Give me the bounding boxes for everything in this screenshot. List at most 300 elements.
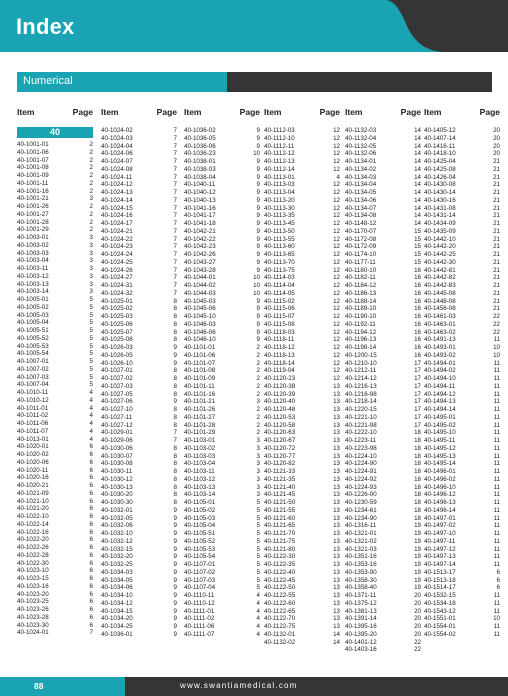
page-number: 22 <box>493 313 500 320</box>
index-row <box>101 623 177 631</box>
item-number: 40-1003-03 <box>17 249 49 257</box>
index-row <box>264 143 340 151</box>
page-number: 9 <box>256 235 260 243</box>
item-number: 40-1113-35 <box>264 212 295 220</box>
item-number: 40-1020-02 <box>17 451 49 458</box>
page-number: 13 <box>333 568 340 576</box>
page-number: 3 <box>256 460 260 468</box>
index-row <box>345 127 421 135</box>
page-number: 9 <box>173 359 177 367</box>
item-number: 40-1121-55 <box>264 506 296 514</box>
index-row <box>345 150 421 158</box>
page-number: 2 <box>256 344 260 351</box>
index-row <box>345 530 421 538</box>
page-number: 8 <box>173 305 177 313</box>
page-number: 11 <box>493 561 500 568</box>
index-row <box>424 546 500 554</box>
item-number: 40-1024-27 <box>101 274 133 282</box>
page-number: 12 <box>333 227 340 235</box>
index-row <box>264 383 340 391</box>
page-number: 5 <box>256 506 260 514</box>
column-header-item: Item <box>17 107 35 117</box>
index-row <box>345 476 421 484</box>
index-row <box>184 212 260 220</box>
index-row <box>184 305 260 313</box>
index-row <box>101 127 177 135</box>
item-number: 40-1034-12 <box>101 599 133 607</box>
index-row <box>424 375 500 383</box>
item-number: 40-1115-07 <box>264 313 295 320</box>
index-row <box>424 298 500 306</box>
item-number: 40-1497-11 <box>424 537 456 545</box>
item-number: 40-1216-98 <box>345 390 377 398</box>
item-number: 40-1011-02 <box>17 412 49 420</box>
item-number: 40-1003-01 <box>17 234 49 241</box>
item-number: 40-1442-82 <box>424 274 456 282</box>
item-number: 40-1011-07 <box>17 427 49 435</box>
index-row <box>424 267 500 275</box>
page-number: 9 <box>256 305 260 313</box>
item-number: 40-1416-11 <box>424 142 456 150</box>
item-number: 40-1111-06 <box>184 623 215 630</box>
page-number: 4 <box>336 173 340 181</box>
header-decoration <box>385 0 508 52</box>
item-number: 40-1371-11 <box>345 592 377 599</box>
item-number: 40-1495-11 <box>424 437 456 444</box>
item-number: 40-1042-22 <box>184 235 216 243</box>
item-number: 40-1003-14 <box>17 288 49 296</box>
page-number: 7 <box>173 196 177 204</box>
item-number: 40-1132-02 <box>264 638 296 646</box>
column-header-item: Item <box>424 107 442 117</box>
page-number: 12 <box>333 150 340 158</box>
index-row <box>101 158 177 166</box>
page-number: 13 <box>333 382 340 390</box>
index-row <box>345 274 421 282</box>
index-row <box>264 422 340 430</box>
page-number: 5 <box>89 342 93 350</box>
page-number: 9 <box>256 142 260 150</box>
index-row <box>184 267 260 275</box>
index-row <box>17 296 93 304</box>
page-number: 20 <box>414 615 421 623</box>
item-number: 40-1001-09 <box>17 172 49 179</box>
page-number: 12 <box>333 274 340 282</box>
item-number: 40-1134-04 <box>345 181 377 189</box>
page-number: 14 <box>414 142 421 150</box>
page-number: 12 <box>333 204 340 212</box>
page-number: 13 <box>333 413 340 421</box>
page-number: 14 <box>333 630 340 638</box>
item-number: 40-1045-10 <box>184 313 216 320</box>
column-header <box>101 107 177 119</box>
index-row <box>184 375 260 383</box>
page-number: 4 <box>89 435 93 443</box>
item-number: 40-1026-10 <box>101 359 133 367</box>
page-number: 9 <box>256 204 260 212</box>
index-row <box>345 282 421 290</box>
page-number: 8 <box>173 390 177 398</box>
index-row <box>184 174 260 182</box>
index-row <box>264 522 340 530</box>
item-number: 40-1134-02 <box>345 165 377 173</box>
item-number: 40-1121-50 <box>264 499 296 506</box>
item-number: 40-1113-04 <box>264 189 295 196</box>
item-number: 40-1023-30 <box>17 621 49 629</box>
index-row <box>424 313 500 321</box>
item-number: 40-1003-04 <box>17 257 49 265</box>
item-number: 40-1024-03 <box>101 134 133 142</box>
page-number: 21 <box>493 243 500 251</box>
index-row <box>345 515 421 523</box>
index-row <box>184 197 260 205</box>
index-row <box>345 592 421 600</box>
index-row <box>184 135 260 143</box>
item-number: 40-1007-04 <box>17 381 49 389</box>
index-row <box>345 491 421 499</box>
item-number: 40-1132-03 <box>345 127 377 134</box>
page-number: 8 <box>173 367 177 375</box>
index-row <box>264 460 340 468</box>
item-number: 40-1038-03 <box>184 165 216 173</box>
item-number: 40-1220-15 <box>345 406 377 413</box>
item-number: 40-1497-01 <box>424 514 456 522</box>
item-number: 40-1442-81 <box>424 266 456 274</box>
index-row <box>101 484 177 492</box>
item-number: 40-1001-11 <box>17 179 49 187</box>
item-number: 40-1030-30 <box>101 499 133 506</box>
page-number: 11 <box>493 483 500 491</box>
index-row <box>184 383 260 391</box>
item-number: 40-1022-28 <box>17 551 49 559</box>
item-number: 40-1212-11 <box>345 367 377 375</box>
index-row <box>184 561 260 569</box>
page-number: 9 <box>256 127 260 134</box>
page-number: 9 <box>256 328 260 336</box>
item-number: 40-1113-60 <box>264 243 295 251</box>
index-row <box>424 197 500 205</box>
page-number: 6 <box>89 520 93 528</box>
index-row <box>345 445 421 453</box>
page-number: 22 <box>414 638 421 646</box>
index-row <box>264 251 340 259</box>
item-number: 40-1496-10 <box>424 483 456 491</box>
page-number: 11 <box>493 398 500 406</box>
item-number: 40-1045-03 <box>184 297 216 305</box>
index-row <box>101 391 177 399</box>
index-row <box>424 344 500 352</box>
item-number: 40-1121-35 <box>264 475 296 483</box>
page-number: 13 <box>333 506 340 514</box>
page-number: 9 <box>256 212 260 220</box>
index-row <box>17 366 93 374</box>
index-row <box>17 343 93 351</box>
item-number: 40-1172-08 <box>345 235 377 243</box>
page-number: 18 <box>414 506 421 514</box>
page-number: 17 <box>414 406 421 413</box>
item-number: 40-1134-03 <box>345 173 377 181</box>
page-number: 18 <box>414 491 421 499</box>
index-row <box>17 195 93 203</box>
index-row <box>101 205 177 213</box>
item-number: 40-1497-13 <box>424 553 456 561</box>
page-number: 11 <box>493 491 500 499</box>
index-row <box>424 406 500 414</box>
item-number: 40-1027-01 <box>101 367 133 375</box>
index-row <box>17 490 93 498</box>
item-number: 40-1182-11 <box>345 274 376 282</box>
page-number: 21 <box>493 251 500 258</box>
item-number: 40-1115-06 <box>264 305 295 313</box>
item-number: 40-1011-01 <box>17 404 49 412</box>
page-number: 19 <box>414 568 421 576</box>
index-row <box>345 584 421 592</box>
index-row <box>101 592 177 600</box>
index-row <box>345 639 421 647</box>
item-number: 40-1112-10 <box>264 134 295 142</box>
index-row <box>424 398 500 406</box>
page-number: 21 <box>493 181 500 189</box>
item-number: 40-1226-00 <box>345 491 377 499</box>
page-number: 7 <box>173 127 177 134</box>
index-row <box>101 189 177 197</box>
item-number: 40-1034-03 <box>101 568 133 576</box>
page-number: 8 <box>173 483 177 491</box>
page-number: 9 <box>256 220 260 227</box>
page-number: 8 <box>173 499 177 506</box>
page-number: 11 <box>493 607 500 615</box>
item-number: 40-1189-10 <box>345 305 377 313</box>
index-row <box>424 468 500 476</box>
item-number: 40-1114-05 <box>264 289 295 297</box>
item-number: 40-1430-16 <box>424 196 456 204</box>
index-row <box>424 212 500 220</box>
page-number: 6 <box>89 482 93 489</box>
index-row <box>184 367 260 375</box>
item-number: 40-1030-20 <box>101 491 133 499</box>
page-number: 9 <box>173 607 177 615</box>
index-row <box>345 383 421 391</box>
item-number: 40-1122-55 <box>264 592 296 599</box>
section-bar <box>17 72 492 92</box>
page-number: 7 <box>173 258 177 266</box>
page-number: 18 <box>414 468 421 475</box>
item-number: 40-1043-28 <box>184 266 216 274</box>
index-row <box>264 491 340 499</box>
page-number: 9 <box>256 297 260 305</box>
item-number: 40-1186-13 <box>345 289 377 297</box>
item-number: 40-1170-07 <box>345 227 377 235</box>
page-number: 4 <box>89 412 93 420</box>
page-number: 20 <box>414 592 421 599</box>
item-number: 40-1224-93 <box>345 483 377 491</box>
page-number: 16 <box>414 320 421 328</box>
page-number: 5 <box>89 334 93 342</box>
item-number: 40-1224-91 <box>345 468 377 475</box>
page-number: 18 <box>414 514 421 522</box>
index-row <box>345 437 421 445</box>
item-number: 40-1101-21 <box>184 398 216 406</box>
item-number: 40-1024-22 <box>101 235 133 243</box>
index-row <box>101 344 177 352</box>
item-number: 40-1020-01 <box>17 443 49 451</box>
page-number: 3 <box>256 437 260 444</box>
index-row <box>424 429 500 437</box>
item-number: 40-1024-17 <box>101 220 133 227</box>
item-number: 40-1040-12 <box>184 189 216 196</box>
item-number: 40-1115-02 <box>264 297 295 305</box>
item-number: 40-1042-21 <box>184 227 216 235</box>
index-row <box>264 437 340 445</box>
index-row <box>184 468 260 476</box>
item-number: 40-1221-10 <box>345 413 377 421</box>
page-number: 20 <box>493 150 500 158</box>
item-number: 40-1495-13 <box>424 452 456 460</box>
item-number: 40-1121-40 <box>264 483 296 491</box>
index-row <box>345 499 421 507</box>
page-number: 3 <box>89 265 93 272</box>
page-number: 16 <box>414 289 421 297</box>
index-row <box>264 166 340 174</box>
item-number: 40-1120-82 <box>264 460 296 468</box>
item-number: 40-1030-12 <box>101 475 133 483</box>
item-number: 40-1024-16 <box>101 212 133 220</box>
index-row <box>101 267 177 275</box>
column-header-page: Page <box>479 107 500 117</box>
page-number: 6 <box>89 613 93 621</box>
index-row <box>345 553 421 561</box>
index-row <box>101 584 177 592</box>
page-number: 8 <box>173 413 177 421</box>
index-row <box>345 453 421 461</box>
page-number: 3 <box>256 444 260 452</box>
index-row <box>17 358 93 366</box>
item-number: 40-1003-12 <box>17 272 49 280</box>
item-number: 40-1113-45 <box>264 220 295 227</box>
item-number: 40-1005-03 <box>17 311 49 319</box>
page-number: 9 <box>256 320 260 328</box>
page-number: 16 <box>414 274 421 282</box>
item-number: 40-1101-07 <box>184 359 216 367</box>
item-number: 40-1107-03 <box>184 576 216 584</box>
page-number: 17 <box>414 375 421 382</box>
page-number: 12 <box>333 158 340 165</box>
index-row <box>264 600 340 608</box>
page-number: 21 <box>493 220 500 227</box>
index-row <box>17 250 93 258</box>
item-number: 40-1001-27 <box>17 210 49 218</box>
index-row <box>101 437 177 445</box>
item-number: 40-1001-28 <box>17 218 49 226</box>
page-number: 4 <box>89 427 93 435</box>
item-number: 40-1034-06 <box>101 584 133 592</box>
index-row <box>264 546 340 554</box>
page-number: 9 <box>256 196 260 204</box>
page-number: 9 <box>173 344 177 351</box>
page-number: 13 <box>333 561 340 568</box>
page-number: 21 <box>493 305 500 313</box>
item-number: 40-1101-09 <box>184 375 216 382</box>
index-row <box>101 305 177 313</box>
index-row <box>184 282 260 290</box>
item-number: 40-1024-02 <box>101 127 133 134</box>
index-row <box>345 313 421 321</box>
page-number: 11 <box>493 623 500 630</box>
item-number: 40-1022-16 <box>17 528 49 536</box>
item-number: 40-1113-01 <box>264 173 295 181</box>
page-number: 8 <box>173 382 177 390</box>
item-number: 40-1107-02 <box>184 568 216 576</box>
item-number: 40-1494-11 <box>424 382 456 390</box>
page-number: 9 <box>173 630 177 638</box>
item-number: 40-1043-27 <box>184 258 216 266</box>
item-number: 40-1495-12 <box>424 444 456 452</box>
item-number: 40-1005-02 <box>17 303 49 311</box>
item-number: 40-1442-10 <box>424 235 456 243</box>
index-row <box>17 312 93 320</box>
item-number: 40-1430-14 <box>424 189 456 196</box>
item-number: 40-1442-20 <box>424 243 456 251</box>
item-number: 40-1434-09 <box>424 220 456 227</box>
page-number: 8 <box>173 421 177 429</box>
index-row <box>424 329 500 337</box>
index-row <box>101 515 177 523</box>
item-number: 40-1513-17 <box>424 568 456 576</box>
page-number: 16 <box>414 297 421 305</box>
item-number: 40-1120-72 <box>264 444 296 452</box>
index-row <box>17 482 93 490</box>
page-number: 2 <box>89 210 93 218</box>
index-row <box>345 468 421 476</box>
index-row <box>17 575 93 583</box>
footer-website: www.swantiamedical.com <box>180 681 298 690</box>
page-number: 12 <box>333 196 340 204</box>
item-number: 40-1107-04 <box>184 584 216 592</box>
index-row <box>264 367 340 375</box>
column-header <box>345 107 421 119</box>
index-row <box>184 414 260 422</box>
item-number: 40-1044-01 <box>184 274 216 282</box>
index-row <box>264 445 340 453</box>
page-number: 17 <box>414 421 421 429</box>
column-header <box>184 107 260 119</box>
index-row <box>101 352 177 360</box>
item-number: 40-1358-30 <box>345 576 377 584</box>
item-number: 40-1020-06 <box>17 458 49 466</box>
item-number: 40-1024-08 <box>101 165 133 173</box>
index-row <box>264 181 340 189</box>
page-number: 7 <box>173 142 177 150</box>
item-number: 40-1514-17 <box>424 584 456 592</box>
page-number: 5 <box>256 514 260 522</box>
page-number: 8 <box>173 460 177 468</box>
page-number: 5 <box>89 365 93 373</box>
page-number: 7 <box>173 165 177 173</box>
page-number: 11 <box>493 530 500 537</box>
item-number: 40-1045-06 <box>184 305 216 313</box>
index-row <box>264 344 340 352</box>
page-number: 6 <box>89 528 93 536</box>
page-number: 9 <box>173 537 177 545</box>
item-number: 40-1120-53 <box>264 413 296 421</box>
item-number: 40-1024-31 <box>101 282 133 289</box>
index-row <box>17 591 93 599</box>
page-number: 3 <box>256 491 260 499</box>
index-row <box>184 484 260 492</box>
page-number: 21 <box>493 165 500 173</box>
page-number: 13 <box>333 452 340 460</box>
index-row <box>424 243 500 251</box>
